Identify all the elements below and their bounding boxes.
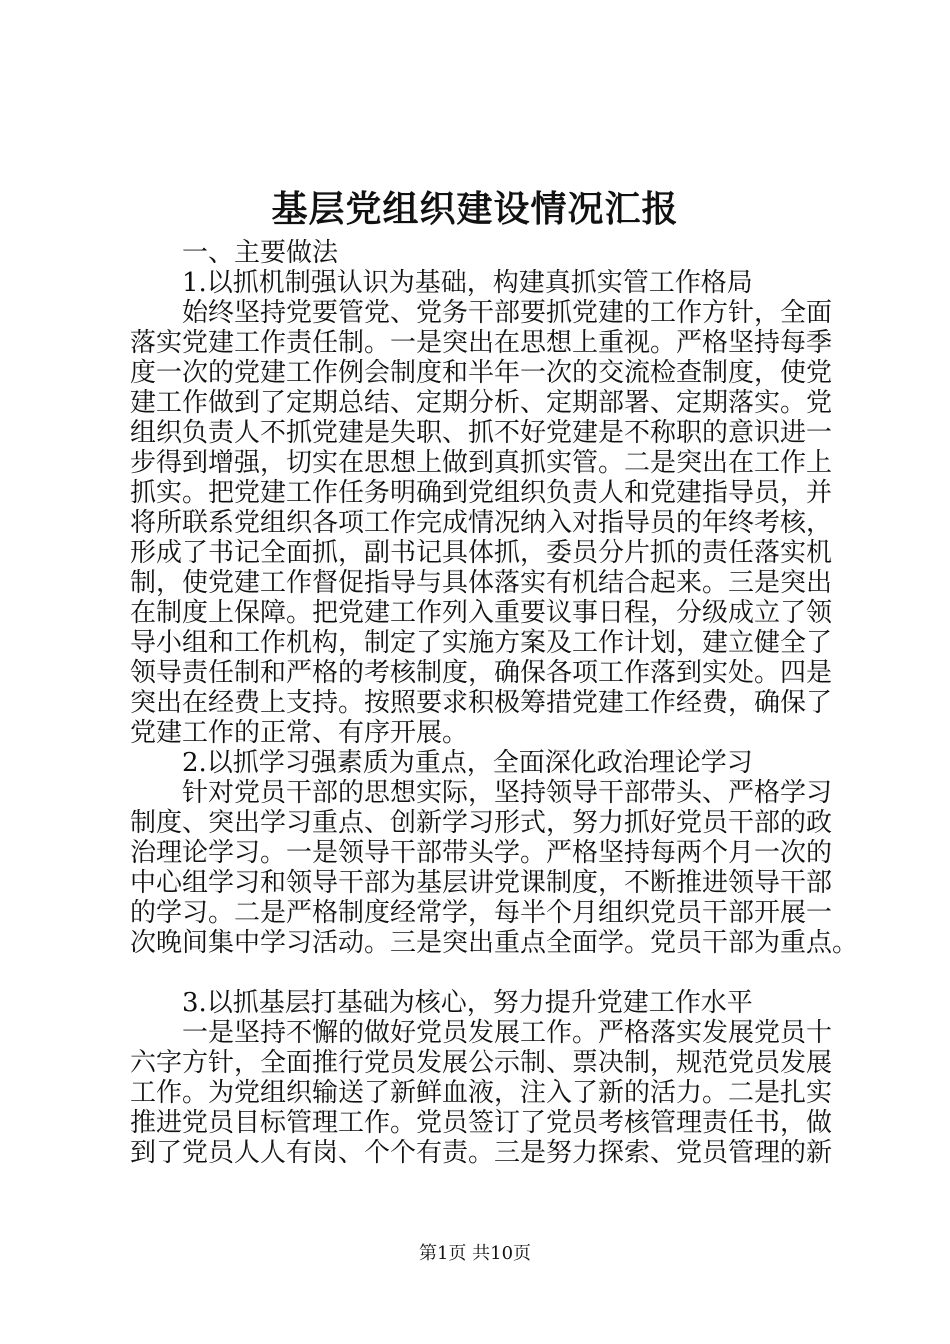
subsection-heading: 1.以抓机制强认识为基础，构建真抓实管工作格局 [182, 268, 753, 298]
paragraph-line: 在制度上保障。把党建工作列入重要议事日程，分级成立了领 [130, 598, 833, 628]
paragraph-line: 推进党员目标管理工作。党员签订了党员考核管理责任书，做 [130, 1108, 833, 1138]
subsection-heading: 2.以抓学习强素质为重点，全面深化政治理论学习 [182, 748, 753, 778]
paragraph-line: 次晚间集中学习活动。三是突出重点全面学。党员干部为重点。 [130, 928, 859, 958]
paragraph-line: 制，使党建工作督促指导与具体落实有机结合起来。三是突出 [130, 568, 833, 598]
page-title: 基层党组织建设情况汇报 [271, 188, 679, 230]
paragraph-line: 落实党建工作责任制。一是突出在思想上重视。严格坚持每季 [130, 328, 833, 358]
paragraph-line: 抓实。把党建工作任务明确到党组织负责人和党建指导员，并 [130, 478, 833, 508]
document-body [130, 238, 859, 1168]
paragraph-line: 组织负责人不抓党建是失职、抓不好党建是不称职的意识进一 [130, 418, 833, 448]
paragraph-line: 六字方针，全面推行党员发展公示制、票决制，规范党员发展 [130, 1048, 833, 1078]
paragraph-line: 将所联系党组织各项工作完成情况纳入对指导员的年终考核， [130, 508, 833, 538]
paragraph-line: 党建工作的正常、有序开展。 [130, 718, 469, 748]
paragraph-line: 治理论学习。一是领导干部带头学。严格坚持每两个月一次的 [130, 838, 833, 868]
paragraph-line: 形成了书记全面抓，副书记具体抓，委员分片抓的责任落实机 [130, 538, 833, 568]
subsection-heading: 3.以抓基层打基础为核心，努力提升党建工作水平 [182, 988, 753, 1018]
paragraph-line: 建工作做到了定期总结、定期分析、定期部署、定期落实。党 [130, 388, 833, 418]
paragraph-line: 工作。为党组织输送了新鲜血液，注入了新的活力。二是扎实 [130, 1078, 833, 1108]
paragraph-line: 导小组和工作机构，制定了实施方案及工作计划，建立健全了 [130, 628, 833, 658]
paragraph-line: 领导责任制和严格的考核制度，确保各项工作落到实处。四是 [130, 658, 833, 688]
paragraph-line: 一是坚持不懈的做好党员发展工作。严格落实发展党员十 [182, 1018, 833, 1048]
blank-line [130, 958, 830, 988]
paragraph-line: 突出在经费上支持。按照要求积极筹措党建工作经费，确保了 [130, 688, 833, 718]
paragraph-line: 针对党员干部的思想实际，坚持领导干部带头、严格学习 [182, 778, 833, 808]
paragraph-line: 步得到增强，切实在思想上做到真抓实管。二是突出在工作上 [130, 448, 833, 478]
paragraph-line: 的学习。二是严格制度经常学，每半个月组织党员干部开展一 [130, 898, 833, 928]
paragraph-line: 始终坚持党要管党、党务干部要抓党建的工作方针，全面 [182, 298, 833, 328]
paragraph-line: 中心组学习和领导干部为基层讲党课制度，不断推进领导干部 [130, 868, 833, 898]
paragraph-line: 度一次的党建工作例会制度和半年一次的交流检查制度，使党 [130, 358, 833, 388]
paragraph-line: 到了党员人人有岗、个个有责。三是努力探索、党员管理的新 [130, 1138, 833, 1168]
section-heading: 一、主要做法 [182, 238, 339, 268]
paragraph-line: 制度、突出学习重点、创新学习形式，努力抓好党员干部的政 [130, 808, 833, 838]
page-footer: 第1页 共10页 [418, 1243, 532, 1264]
